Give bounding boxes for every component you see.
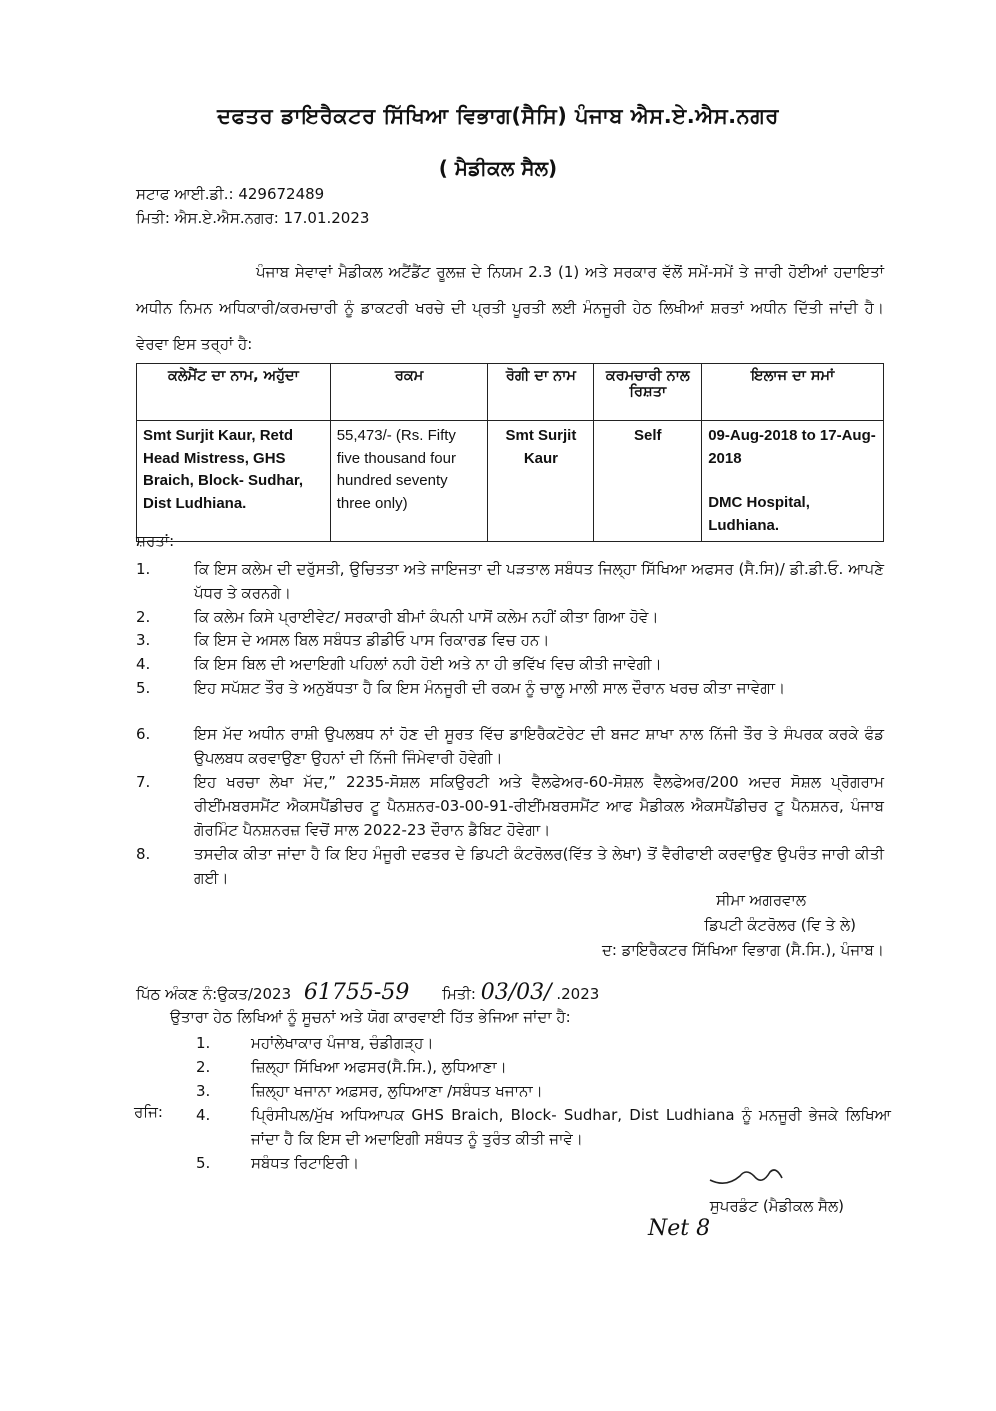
endorsement-date-label: ਮਿਤੀ:: [442, 985, 476, 1003]
endorsement-date: 03/03/: [480, 980, 552, 1005]
terms-label: ਸ਼ਰਤਾਂ:: [136, 532, 175, 550]
table-header-row: [137, 364, 884, 421]
recipient-number: 1.: [196, 1034, 211, 1052]
header-patient: ਰੋਗੀ ਦਾ ਨਾਮ: [488, 364, 594, 421]
term-number: 1.: [136, 560, 151, 578]
term-text: ਕਿ ਇਸ ਬਿਲ ਦੀ ਅਦਾਇਗੀ ਪਹਿਲਾਂ ਨਹੀ ਹੋਈ ਅਤੇ ਨਾ ਹੀ ਭਵਿੱਖ ਵਿਚ ਕੀਤੀ ਜਾਵੇਗੀ।: [194, 655, 662, 673]
term-number: 5.: [136, 679, 151, 697]
term-number: 8.: [136, 845, 151, 863]
recipient-text: ਜ਼ਿਲ੍ਹਾ ਖਜਾਨਾ ਅਫ਼ਸਰ, ਲੁਧਿਆਣਾ /ਸਬੰਧਤ ਖਜਾਨਾ।: [251, 1082, 543, 1100]
term-item: [136, 842, 884, 890]
signatory-designation: ਡਿਪਟੀ ਕੰਟਰੋਲਰ (ਵਿ ਤੇ ਲੇ): [704, 916, 856, 934]
recipient-text: ਜ਼ਿਲ੍ਹਾ ਸਿੱਖਿਆ ਅਫਸਰ(ਸੈ.ਸਿ.), ਲੁਧਿਆਣਾ।: [251, 1058, 507, 1076]
recipient-item: [196, 1103, 891, 1151]
office-title: ਦਫਤਰ ਡਾਇਰੈਕਟਰ ਸਿੱਖਿਆ ਵਿਭਾਗ(ਸੈਸਿ) ਪੰਜਾਬ ਐਸ.ਏ.ਐਸ.ਨਗਰ: [217, 104, 779, 128]
recipient-text: ਪ੍ਰਿੰਸੀਪਲ/ਮੁੱਖ ਅਧਿਆਪਕ GHS Braich, Block- Sudhar, Dist Ludhiana ਨੂੰ ਮਨਜੂਰੀ ਭੇਜਕੇ ਲਿਖਿਆ ਜਾਂਦਾ ਹੈ ਕਿ ਇਸ ਦੀ ਅਦਾਇਗੀ ਸਬੰਧਤ ਨੂੰ ਤੁਰੰਤ ਕੀਤੀ ਜਾਵੇ।: [251, 1106, 891, 1148]
term-number: 7.: [136, 773, 151, 791]
recipient-item: [196, 1031, 891, 1055]
staff-id: ਸਟਾਫ ਆਈ.ਡੀ.: 429672489: [136, 185, 325, 203]
term-text: ਕਿ ਇਸ ਕਲੇਮ ਦੀ ਦਰੁੱਸਤੀ, ਉਚਿਤਤਾ ਅਤੇ ਜਾਇਜਤਾ ਦੀ ਪੜਤਾਲ ਸਬੰਧਤ ਜਿਲ੍ਹਾ ਸਿੱਖਿਆ ਅਫਸਰ (ਸੈ.ਸਿ)/ ਡੀ.ਡੀ.ਓ. ਆਪਣੇ ਪੱਧਰ ਤੇ ਕਰਨਗੇ।: [194, 560, 884, 602]
term-number: 6.: [136, 725, 151, 743]
endorsement-year: .2023: [556, 985, 600, 1003]
cell-period: [702, 421, 884, 542]
term-item: [136, 652, 884, 676]
signature-scribble: [706, 1162, 786, 1192]
superintendent-title: ਸੁਪਰਡੰਟ (ਮੈਡੀਕਲ ਸੈਲ): [709, 1197, 844, 1215]
initials-scribble: Net 8: [648, 1216, 711, 1241]
recipient-number: 5.: [196, 1154, 211, 1172]
term-number: 2.: [136, 608, 151, 626]
recipient-item: [196, 1055, 891, 1079]
term-number: 4.: [136, 655, 151, 673]
term-item: [136, 722, 884, 770]
forward-line: ਉਤਾਰਾ ਹੇਠ ਲਿਖਿਆਂ ਨੂੰ ਸੂਚਨਾਂ ਅਤੇ ਯੋਗ ਕਾਰਵਾਈ ਹਿੱਤ ਭੇਜਿਆ ਜਾਂਦਾ ਹੈ:: [170, 1008, 571, 1026]
endorsement-line: [136, 980, 599, 1005]
cell-amount: 55,473/- (Rs. Fifty five thousand four hundred seventy three only): [330, 421, 488, 542]
term-item: [136, 628, 884, 652]
recipient-number: 4.: [196, 1106, 211, 1124]
intro-paragraph: ਪੰਜਾਬ ਸੇਵਾਵਾਂ ਮੈਡੀਕਲ ਅਟੈਂਡੈਂਟ ਰੂਲਜ਼ ਦੇ ਨਿਯਮ 2.3 (1) ਅਤੇ ਸਰਕਾਰ ਵੱਲੋਂ ਸਮੇਂ-ਸਮੇਂ ਤੇ ਜਾਰੀ ਹੋਈਆਂ ਹਦਾਇਤਾਂ ਅਧੀਨ ਨਿਮਨ ਅਧਿਕਾਰੀ/ਕਰਮਚਾਰੀ ਨੂੰ ਡਾਕਟਰੀ ਖਰਚੇ ਦੀ ਪ੍ਰਤੀ ਪੂਰਤੀ ਲਈ ਮੰਨਜੂਰੀ ਹੇਠ ਲਿਖੀਆਂ ਸ਼ਰਤਾਂ ਅਧੀਨ ਦਿੱਤੀ ਜਾਂਦੀ ਹੈ। ਵੇਰਵਾ ਇਸ ਤਰ੍ਹਾਂ ਹੈ:: [136, 263, 884, 353]
cell-title: ( ਮੈਡੀਕਲ ਸੈਲ): [438, 156, 558, 180]
term-text: ਇਹ ਸਪੱਸ਼ਟ ਤੌਰ ਤੇ ਅਨੁਬੱਧਤਾ ਹੈ ਕਿ ਇਸ ਮੰਨਜੂਰੀ ਦੀ ਰਕਮ ਨੂੰ ਚਾਲੂ ਮਾਲੀ ਸਾਲ ਦੌਰਾਨ ਖਰਚ ਕੀਤਾ ਜਾਵੇਗਾ।: [194, 679, 786, 697]
term-text: ਤਸਦੀਕ ਕੀਤਾ ਜਾਂਦਾ ਹੈ ਕਿ ਇਹ ਮੰਜੂਰੀ ਦਫਤਰ ਦੇ ਡਿਪਟੀ ਕੰਟਰੋਲਰ(ਵਿੱਤ ਤੇ ਲੇਖਾ) ਤੋਂ ਵੈਰੀਫਾਈ ਕਰਵਾਉਣ ਉਪਰੰਤ ਜਾਰੀ ਕੀਤੀ ਗਈ।: [194, 845, 884, 887]
term-text: ਇਸ ਮੱਦ ਅਧੀਨ ਰਾਸ਼ੀ ਉਪਲਬਧ ਨਾਂ ਹੋਣ ਦੀ ਸੂਰਤ ਵਿੱਚ ਡਾਇਰੈਕਟੋਰੇਟ ਦੀ ਬਜਟ ਸ਼ਾਖਾ ਨਾਲ ਨਿੱਜੀ ਤੌਰ ਤੇ ਸੰਪਰਕ ਕਰਕੇ ਫੰਡ ਉਪਲਬਧ ਕਰਵਾਉਣਾ ਉਹਨਾਂ ਦੀ ਨਿੱਜੀ ਜਿੰਮੇਵਾਰੀ ਹੋਵੇਗੀ।: [194, 725, 884, 767]
header-amount: ਰਕਮ: [330, 364, 488, 421]
endorsement-number: 61755-59: [303, 980, 410, 1005]
term-item: [136, 605, 884, 629]
claim-table: [136, 363, 884, 542]
recipient-number: 3.: [196, 1082, 211, 1100]
term-text: ਕਿ ਇਸ ਦੇ ਅਸਲ ਬਿਲ ਸਬੰਧਤ ਡੀਡੀਓ ਪਾਸ ਰਿਕਾਰਡ ਵਿਚ ਹਨ।: [194, 631, 550, 649]
endorsement-prefix: ਪਿੱਠ ਅੰਕਣ ਨੰ:ਉਕਤ/2023: [136, 985, 292, 1003]
cell-patient: Smt Surjit Kaur: [488, 421, 594, 542]
signatory-block: [602, 888, 884, 963]
signatory-name: ਸੀਮਾ ਅਗਰਵਾਲ: [716, 891, 806, 909]
term-item: [136, 557, 884, 605]
header-claimant: ਕਲੇਮੈਂਟ ਦਾ ਨਾਮ, ਅਹੁੱਦਾ: [137, 364, 331, 421]
recipient-text: ਮਹਾਂਲੇਖਾਕਾਰ ਪੰਜਾਬ, ਚੰਡੀਗੜ੍ਹ।: [251, 1034, 434, 1052]
regd-label: ਰਜਿ:: [134, 1103, 163, 1121]
term-number: 3.: [136, 631, 151, 649]
cell-relation: Self: [594, 421, 702, 542]
recipient-number: 2.: [196, 1058, 211, 1076]
term-item: [136, 770, 884, 842]
term-text: ਕਿ ਕਲੇਮ ਕਿਸੇ ਪ੍ਰਾਈਵੇਟ/ ਸਰਕਾਰੀ ਬੀਮਾਂ ਕੰਪਨੀ ਪਾਸੋਂ ਕਲੇਮ ਨਹੀਂ ਕੀਤਾ ਗਿਆ ਹੋਵੇ।: [194, 608, 659, 626]
term-text: ਇਹ ਖਰਚਾ ਲੇਖਾ ਮੱਦ,” 2235-ਸੋਸ਼ਲ ਸਕਿਉਰਟੀ ਅਤੇ ਵੈਲਫੇਅਰ-60-ਸੋਸ਼ਲ ਵੈਲਫੇਅਰ/200 ਅਦਰ ਸੋਸ਼ਲ ਪ੍ਰੋਗਰਾਮ ਰੀਈਂਮਬਰਸਮੈਂਟ ਐਕਸਪੈਂਡੀਚਰ ਟੂ ਪੈਨਸ਼ਨਰ-03-00-91-ਰੀਈਂਮਬਰਸਮੈਂਟ ਆਫ ਮੈਡੀਕਲ ਐਕਸਪੈਂਡੀਚਰ ਟੂ ਪੈਨਸ਼ਨਰ, ਪੰਜਾਬ ਗੋਰਮਿੰਟ ਪੈਨਸ਼ਨਰਜ਼ ਵਿਚੋਂ ਸਾਲ 2022-23 ਦੌਰਾਨ ਡੈਬਿਟ ਹੋਵੇਗਾ।: [194, 773, 884, 839]
recipient-item: [196, 1079, 891, 1103]
issue-date: ਮਿਤੀ: ਐਸ.ਏ.ਐਸ.ਨਗਰ: 17.01.2023: [136, 209, 370, 227]
signatory-office: ਦ: ਡਾਇਰੈਕਟਰ ਸਿੱਖਿਆ ਵਿਭਾਗ (ਸੈ.ਸਿ.), ਪੰਜਾਬ।: [601, 941, 884, 959]
recipient-item: [196, 1151, 891, 1175]
header-period: ਇਲਾਜ ਦਾ ਸਮਾਂ: [702, 364, 884, 421]
term-item: [136, 676, 884, 700]
recipient-text: ਸਬੰਧਤ ਰਿਟਾਇਰੀ।: [251, 1154, 360, 1172]
hospital-name: DMC Hospital, Ludhiana.: [708, 494, 810, 534]
table-row: [137, 421, 884, 542]
treatment-period: 09-Aug-2018 to 17-Aug-2018: [708, 427, 876, 467]
cell-claimant: Smt Surjit Kaur, Retd Head Mistress, GHS Braich, Block- Sudhar, Dist Ludhiana.: [137, 421, 331, 542]
header-relation: ਕਰਮਚਾਰੀ ਨਾਲ ਰਿਸ਼ਤਾ: [594, 364, 702, 421]
